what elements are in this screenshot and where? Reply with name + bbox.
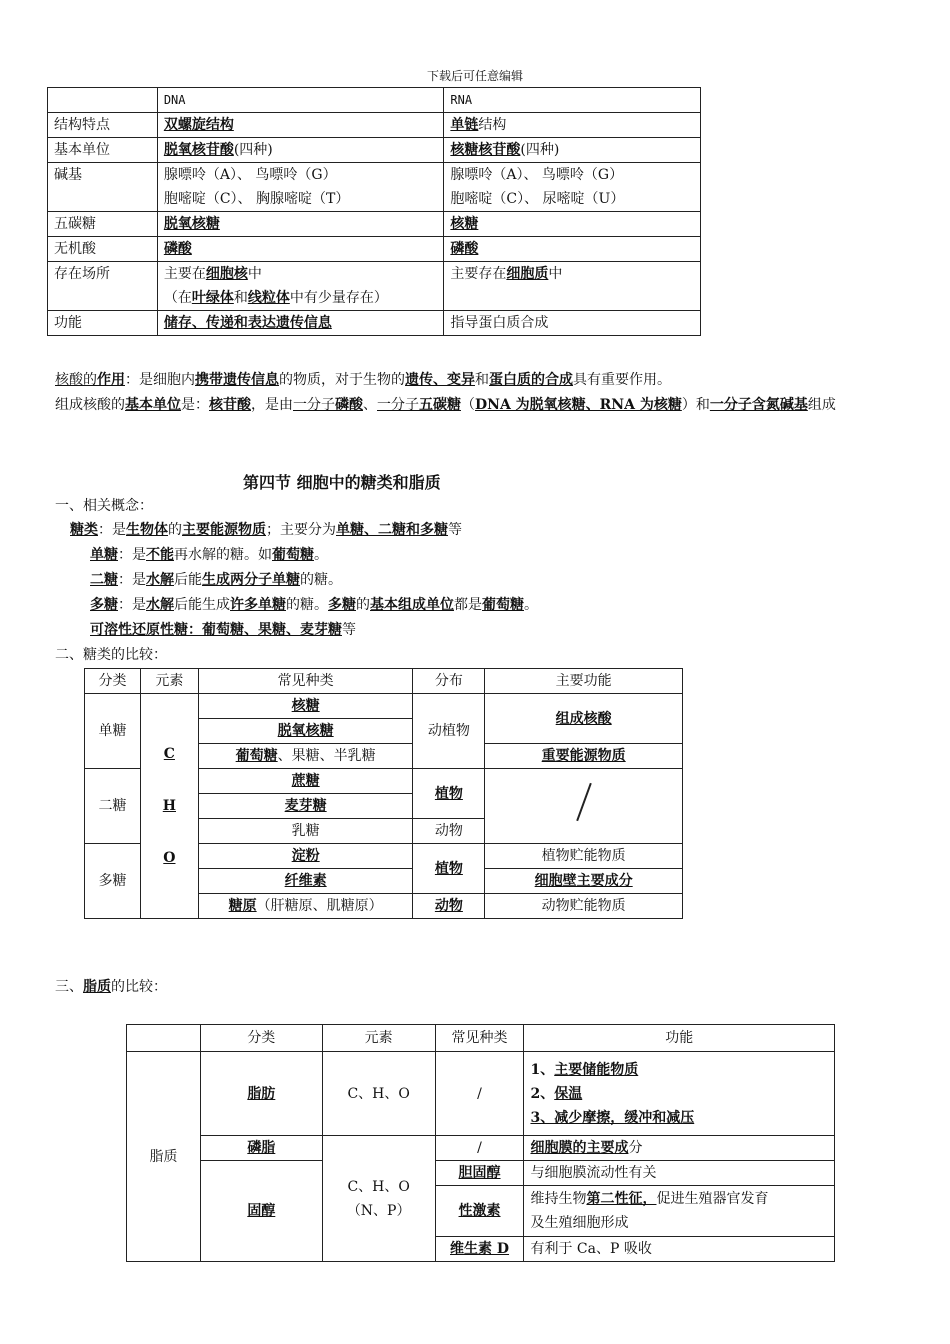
cell: [444, 113, 701, 138]
text-line: 及生殖细胞形成: [530, 1215, 629, 1231]
cell-text: 单链: [450, 117, 479, 133]
cell-text: 核糖核苷酸: [450, 142, 521, 158]
text: 促进生殖器官发育: [656, 1191, 769, 1207]
text: 的物质，对于生物的: [279, 372, 405, 388]
type-glucose: [198, 744, 413, 769]
paragraph-nucleic-role: [55, 368, 671, 393]
text: 脂质: [83, 979, 111, 995]
cell-text: 细胞质: [506, 266, 549, 282]
distribution-animal: 动物: [413, 819, 485, 844]
cell: [157, 138, 444, 163]
text: 五碳糖: [419, 397, 461, 413]
text: 和: [475, 372, 489, 388]
text: 2、: [530, 1085, 555, 1102]
function-animal-store: 动物贮能物质: [485, 894, 683, 919]
text: 、: [363, 397, 377, 413]
fat-fn-2: [530, 1082, 828, 1106]
cell-text: 线粒体: [247, 290, 290, 306]
category-mono: 单糖: [85, 694, 141, 769]
text: 核苷酸: [209, 397, 251, 413]
function-nucleic: 组成核酸: [485, 694, 683, 744]
text: 遗传、变异: [405, 372, 475, 388]
type-ribose: 核糖: [198, 694, 413, 719]
distribution-animal-2: 动物: [413, 894, 485, 919]
cell: [157, 262, 444, 311]
table-row: [85, 669, 683, 694]
header-cell: 主要功能: [485, 669, 683, 694]
cell-text: (四种): [520, 142, 560, 158]
text: ：是: [118, 597, 146, 613]
text: DNA 为脱氧核糖、RNA 为核糖: [475, 397, 682, 413]
text: ，是由: [251, 397, 293, 413]
cell-text: 脱氧核糖: [163, 216, 220, 232]
concept-monosaccharide: [90, 543, 328, 568]
table-row: [48, 163, 701, 212]
text: ：是: [118, 572, 146, 588]
table-row: [48, 237, 701, 262]
row-label: 结构特点: [48, 113, 158, 138]
text: 1、: [530, 1061, 555, 1078]
type-sex-hormone: 性激素: [435, 1186, 524, 1237]
elements-cell: [140, 694, 198, 919]
header-cell: 功能: [524, 1025, 835, 1052]
text: 葡萄糖: [272, 547, 314, 563]
text: 基本单位: [125, 397, 181, 413]
cell: [157, 237, 444, 262]
fat-fn-1: [530, 1058, 828, 1082]
cell-text: 中: [247, 266, 262, 282]
header-cell: 元素: [322, 1025, 435, 1052]
cell-text: （在: [163, 290, 192, 306]
concept-sugar: [70, 518, 462, 543]
text: 。: [524, 597, 538, 613]
text: 携带遗传信息: [195, 372, 279, 388]
type-cellulose: 纤维素: [198, 869, 413, 894]
text: 主要储能物质: [554, 1061, 639, 1078]
text: 分: [628, 1140, 643, 1156]
text: （N、P）: [346, 1202, 411, 1219]
type-deoxyribose: 脱氧核糖: [198, 719, 413, 744]
text: 维持生物: [530, 1191, 587, 1207]
text: 碱基: [779, 397, 808, 413]
table-row: [48, 311, 701, 336]
cell-text: 核糖: [450, 216, 479, 232]
text: 的: [168, 522, 182, 538]
text: 的糖。: [286, 597, 328, 613]
cell-line: 胞嘧啶（C）、 胸腺嘧啶（T）: [163, 191, 350, 207]
text: 等: [342, 622, 356, 638]
text: 的比较：: [111, 979, 167, 995]
text: 糖类: [70, 522, 98, 538]
text: ：是: [98, 522, 126, 538]
row-label: 无机酸: [48, 237, 158, 262]
phospho-function: [524, 1136, 835, 1161]
element-o: O: [163, 850, 176, 866]
cell-text: 中: [548, 266, 563, 282]
header-cell: [127, 1025, 201, 1052]
text: 后能生成: [174, 597, 230, 613]
text: 水解: [146, 572, 174, 588]
header-cell: 元素: [140, 669, 198, 694]
cell-text: 结构: [478, 117, 507, 133]
type-maltose: 麦芽糖: [198, 794, 413, 819]
type-lactose: 乳糖: [198, 819, 413, 844]
header-cell: 分类: [85, 669, 141, 694]
text: 一分子: [293, 397, 335, 413]
header-cell: 常见种类: [435, 1025, 524, 1052]
text: 核酸的: [55, 372, 97, 388]
text: 蛋白质的合成: [489, 372, 573, 388]
cell-text: 磷酸: [450, 241, 479, 257]
cell-line: 腺嘌呤（A）、 鸟嘌呤（G）: [163, 167, 337, 183]
element-c: C: [163, 746, 175, 762]
text: C、H、O: [347, 1178, 410, 1195]
table-row: [48, 138, 701, 163]
cell: [444, 237, 701, 262]
vitamin-d-function: 有利于 Ca、P 吸收: [524, 1237, 835, 1262]
distribution-animal-plant: 动植物: [413, 694, 485, 769]
table-row: [48, 88, 701, 113]
sex-hormone-function: [524, 1186, 835, 1237]
elements: [145, 728, 194, 884]
cell-text: 脱氧核苷酸: [163, 142, 234, 158]
paragraph-nucleic-unit: [55, 393, 900, 418]
category-poly: 多糖: [85, 844, 141, 919]
text: 是：: [181, 397, 209, 413]
type-starch: 淀粉: [198, 844, 413, 869]
text: 三、: [55, 979, 83, 995]
row-label: 存在场所: [48, 262, 158, 311]
cell: [444, 138, 701, 163]
distribution-plant: 植物: [413, 769, 485, 819]
lipid-heading: [55, 975, 167, 1000]
sugar-table-heading: 二、糖类的比较：: [55, 647, 167, 663]
table-row: [85, 694, 683, 719]
cell: [157, 311, 444, 336]
text: 多糖: [90, 597, 118, 613]
cell: [444, 212, 701, 237]
header-cell: [48, 88, 158, 113]
text: 等: [448, 522, 462, 538]
type-cholesterol: 胆固醇: [435, 1161, 524, 1186]
row-label: 功能: [48, 311, 158, 336]
text: ：是细胞内: [125, 372, 195, 388]
cell: [157, 163, 444, 212]
text: 可溶性还原性糖：葡萄糖、果糖、麦芽糖: [90, 622, 342, 638]
cell: [444, 311, 701, 336]
cell-text: 磷酸: [163, 241, 192, 257]
cell: [157, 212, 444, 237]
section-title: 第四节 细胞中的糖类和脂质: [243, 473, 441, 492]
nucleic-acid-table: [47, 87, 701, 336]
text: 再水解的糖。如: [174, 547, 272, 563]
function-cellwall: 细胞壁主要成分: [485, 869, 683, 894]
text: 许多单糖: [230, 597, 286, 613]
cholesterol-function: 与细胞膜流动性有关: [524, 1161, 835, 1186]
phospho-types: /: [435, 1136, 524, 1161]
text: 组成核酸的: [55, 397, 125, 413]
text: 的: [356, 597, 370, 613]
text: 保温: [554, 1085, 583, 1102]
text: 不能: [146, 547, 174, 563]
table-row: [48, 113, 701, 138]
fat-elements: C、H、O: [322, 1052, 435, 1136]
table-row: [48, 262, 701, 311]
text: 作用: [97, 372, 125, 388]
text: 、果糖、半乳糖: [277, 748, 376, 764]
table-row: [127, 1052, 835, 1136]
cell: [444, 163, 701, 212]
fat-functions: [524, 1052, 835, 1136]
page-header: 下载后可任意编辑: [426, 69, 523, 83]
concept-reducing-sugar: [90, 618, 356, 643]
text: 单糖: [90, 547, 118, 563]
text: 基本组成单位: [370, 597, 454, 613]
cell-text: 中有少量存在）: [289, 290, 388, 306]
header-cell: 分布: [413, 669, 485, 694]
text: 葡萄糖: [235, 748, 278, 764]
table-row: [127, 1136, 835, 1161]
cell-text: 主要在: [163, 266, 206, 282]
text-line: [530, 1187, 828, 1211]
text: （: [461, 397, 475, 413]
sterol-elements: [322, 1136, 435, 1262]
text: 具有重要作用。: [573, 372, 671, 388]
cell-text: 主要存在: [450, 266, 507, 282]
header-cell-rna: RNA: [444, 88, 701, 113]
text: 多糖: [328, 597, 356, 613]
cell-line: 胞嘧啶（C）、 尿嘧啶（U）: [450, 191, 625, 207]
cell-text: 叶绿体: [191, 290, 234, 306]
header-cell: 分类: [200, 1025, 322, 1052]
text: 单糖、二糖和多糖: [336, 522, 448, 538]
text: 。: [314, 547, 328, 563]
text: 二糖: [90, 572, 118, 588]
text: ）和: [681, 397, 710, 413]
element-h: H: [162, 798, 176, 814]
cell-text: 双螺旋结构: [163, 117, 234, 133]
text: ；主要分为: [266, 522, 336, 538]
sugar-comparison-table: [84, 668, 683, 919]
text: 生物体: [126, 522, 168, 538]
cell: [444, 262, 701, 311]
type-sucrose: 蔗糖: [198, 769, 413, 794]
fat-types: /: [435, 1052, 524, 1136]
type-phospholipid: 磷脂: [200, 1136, 322, 1161]
concept-polysaccharide: [90, 593, 538, 618]
cell-line: [164, 262, 438, 286]
row-label: 碱基: [48, 163, 158, 212]
text: 的糖。: [300, 572, 342, 588]
cell-text: 储存、传递和表达遗传信息: [163, 315, 332, 331]
text: 糖原: [228, 898, 257, 914]
header-cell-dna: DNA: [157, 88, 444, 113]
lipid-comparison-table: [126, 1024, 835, 1262]
cell: [157, 113, 444, 138]
type-fat: 脂肪: [200, 1052, 322, 1136]
text: ：是: [118, 547, 146, 563]
cell-line: [164, 286, 438, 310]
row-label: 五碳糖: [48, 212, 158, 237]
text: 第二性征，: [586, 1191, 657, 1207]
row-label: 基本单位: [48, 138, 158, 163]
lipid-group: 脂质: [127, 1052, 201, 1262]
text: 后能: [174, 572, 202, 588]
table-row: [127, 1161, 835, 1186]
category-di: 二糖: [85, 769, 141, 844]
fat-fn-3: 3、减少摩擦，缓冲和减压: [530, 1109, 695, 1126]
text: 水解: [146, 597, 174, 613]
type-glycogen: [198, 894, 413, 919]
cell-text: 细胞核: [205, 266, 248, 282]
header-cell: 常见种类: [198, 669, 413, 694]
cell-text: 和: [233, 290, 248, 306]
text: 都是: [454, 597, 482, 613]
text: 葡萄糖: [482, 597, 524, 613]
text: 一分子含氮: [709, 397, 780, 413]
cell-line: 腺嘌呤（A）、 鸟嘌呤（G）: [450, 167, 624, 183]
table-row: [127, 1025, 835, 1052]
type-vitamin-d: 维生素 D: [435, 1237, 524, 1262]
text: 磷酸: [335, 397, 363, 413]
table-row: [48, 212, 701, 237]
text: 生成两分子单糖: [202, 572, 300, 588]
function-plant-store: 植物贮能物质: [485, 844, 683, 869]
function-none: [485, 769, 683, 844]
text: 组成: [807, 397, 836, 413]
type-sterol: 固醇: [200, 1161, 322, 1262]
text: 一分子: [377, 397, 419, 413]
text: （肝糖原、肌糖原）: [256, 898, 383, 914]
function-energy: 重要能源物质: [485, 744, 683, 769]
slash-mark: [576, 783, 592, 821]
cell-text: (四种): [233, 142, 273, 158]
concepts-heading: 一、相关概念：: [55, 498, 153, 514]
text: 细胞膜的主要成: [530, 1140, 629, 1156]
concept-disaccharide: [90, 568, 342, 593]
distribution-plant-2: 植物: [413, 844, 485, 894]
text: 主要能源物质: [182, 522, 266, 538]
cell-text: 指导蛋白质合成: [450, 315, 549, 331]
